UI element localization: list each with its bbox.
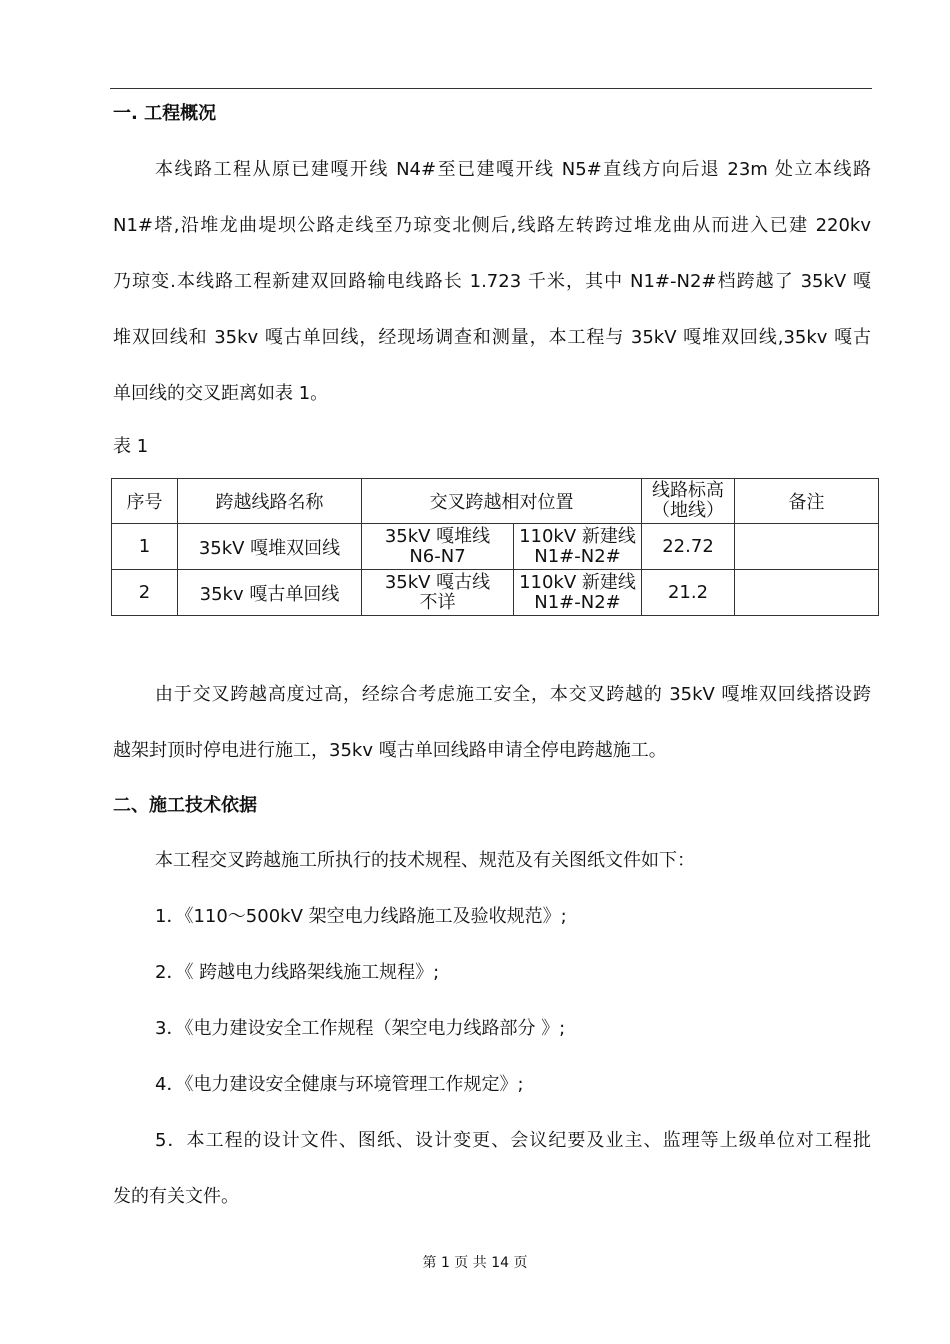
cell-text: 35kV 嘎堆线	[384, 525, 491, 547]
list-item: 3．《电力建设安全工作规程（架空电力线路部分 》;	[155, 1018, 566, 1039]
cell-position-a	[362, 570, 514, 616]
list-item: 5．本工程的设计文件、图纸、设计变更、会议纪要及业主、监理等上级单位对工程批	[155, 1130, 871, 1151]
table-row	[112, 524, 879, 570]
paragraph-line: 单回线的交叉距离如表 1。	[113, 383, 329, 404]
cell-text: 不详	[419, 591, 456, 613]
list-item: 2．《 跨越电力线路架线施工规程》;	[155, 962, 440, 983]
cell-position-b	[514, 524, 642, 570]
cell-position-a	[362, 524, 514, 570]
cell-position-b	[514, 570, 642, 616]
section-2-list	[113, 846, 871, 1238]
crossing-table	[111, 478, 879, 616]
header-position: 交叉跨越相对位置	[362, 479, 642, 524]
header-height-line2: （地线）	[652, 500, 724, 521]
header-rule	[110, 88, 872, 89]
table-header-row	[112, 479, 879, 524]
paragraph-line: 由于交叉跨越高度过高，经综合考虑施工安全，本交叉跨越的 35kV 嘎堆双回线搭设跨	[155, 684, 871, 705]
paragraph-line: 本线路工程从原已建嘎开线 N4#至已建嘎开线 N5#直线方向后退 23m 处立本线路	[155, 159, 871, 180]
cell-text: 110kV 新建线	[519, 525, 636, 547]
header-height	[642, 479, 735, 524]
cell-remark	[735, 524, 879, 570]
cell-text: 35kV 嘎古线	[384, 571, 491, 593]
cell-text: N1#-N2#	[534, 545, 621, 567]
section-2-title: 二、施工技术依据	[113, 795, 257, 816]
section-2-intro: 本工程交叉跨越施工所执行的技术规程、规范及有关图纸文件如下：	[155, 850, 695, 871]
header-index: 序号	[112, 479, 178, 524]
cell-name: 35kv 嘎古单回线	[178, 570, 362, 616]
cell-text: 110kV 新建线	[519, 571, 636, 593]
cell-remark	[735, 570, 879, 616]
header-name: 跨越线路名称	[178, 479, 362, 524]
section-1-paragraph	[113, 155, 871, 435]
page-number: 第 1 页 共 14 页	[422, 1255, 528, 1271]
cell-name: 35kV 嘎堆双回线	[178, 524, 362, 570]
paragraph-line: 越架封顶时停电进行施工，35kv 嘎古单回线路申请全停电跨越施工。	[113, 740, 667, 761]
section-1-title: 一. 工程概况	[113, 103, 217, 124]
cell-text: N6-N7	[409, 545, 466, 567]
cell-text: N1#-N2#	[534, 591, 621, 613]
paragraph-line: N1#塔,沿堆龙曲堤坝公路走线至乃琼变北侧后,线路左转跨过堆龙曲从而进入已建 220kv	[113, 215, 871, 236]
cell-index: 2	[112, 570, 178, 616]
list-item-continuation: 发的有关文件。	[113, 1186, 239, 1207]
paragraph-2	[113, 680, 871, 792]
cell-height: 21.2	[642, 570, 735, 616]
paragraph-line: 乃琼变.本线路工程新建双回路输电线路长 1.723 千米，其中 N1#-N2#档跨越了 35kV 嘎	[113, 271, 871, 292]
table-row	[112, 570, 879, 616]
paragraph-line: 堆双回线和 35kv 嘎古单回线，经现场调查和测量，本工程与 35kV 嘎堆双回线,35kv 嘎古	[113, 327, 871, 348]
header-height-line1: 线路标高	[652, 480, 724, 501]
list-item: 1．《110～500kV 架空电力线路施工及验收规范》;	[155, 906, 567, 927]
header-remark: 备注	[735, 479, 879, 524]
table-caption: 表 1	[113, 436, 149, 457]
cell-index: 1	[112, 524, 178, 570]
cell-height: 22.72	[642, 524, 735, 570]
list-item: 4．《电力建设安全健康与环境管理工作规定》;	[155, 1074, 524, 1095]
